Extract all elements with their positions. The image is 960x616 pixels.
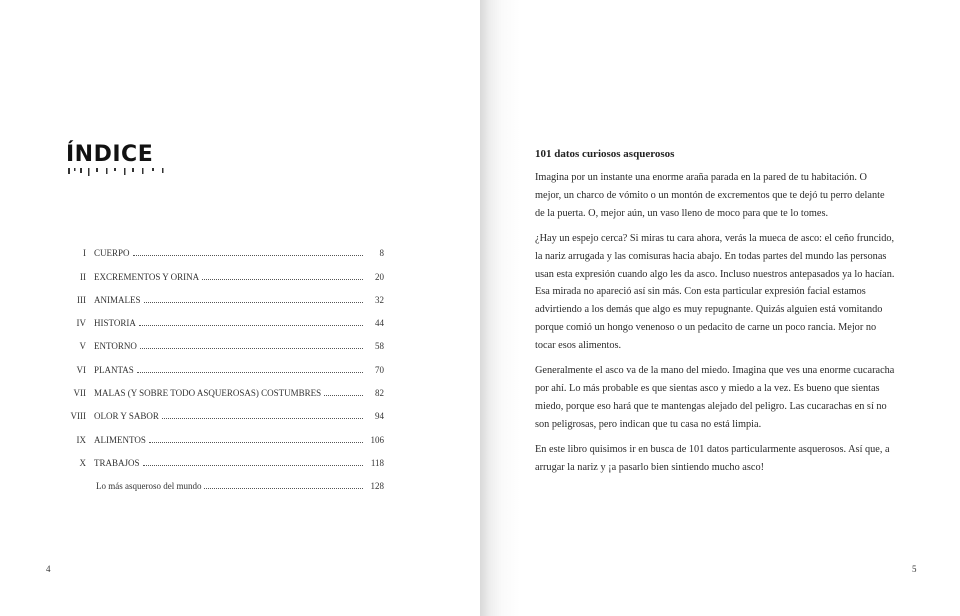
intro-article [535, 148, 895, 484]
toc-chapter-title: OLOR Y SABOR [94, 411, 159, 422]
toc-page-number: 32 [375, 294, 384, 305]
toc-page-number: 8 [379, 248, 384, 259]
toc-chapter-title: EXCREMENTOS Y ORINA [94, 271, 200, 282]
title-drip-decoration [66, 168, 176, 178]
toc-page-number: 20 [375, 271, 384, 282]
toc-page-number: 128 [370, 481, 384, 492]
toc-leader-dots [140, 348, 363, 349]
toc-page-number: 118 [370, 457, 384, 468]
toc-chapter-title: PLANTAS [94, 364, 134, 375]
toc-leader-dots [202, 279, 363, 280]
toc-leader-dots [204, 488, 363, 489]
toc-leader-dots [139, 325, 363, 326]
toc-entry[interactable] [62, 235, 384, 258]
toc-leader-dots [133, 255, 363, 256]
toc-chapter-title: TRABAJOS [94, 457, 140, 468]
toc-entry[interactable] [62, 258, 384, 281]
toc-page-number: 106 [370, 434, 384, 445]
toc-page-number: 94 [375, 411, 384, 422]
right-page-number: 5 [912, 564, 917, 574]
article-paragraph: ¿Hay un espejo cerca? Si miras tu cara ahora, verás la mueca de asco: el ceño fruncido, la nariz arrugada y las comisuras hacia abajo. En todas partes del mundo las personas usan esta expresión cuando algo les da asco. Incluso nuestros antepasados ya lo hacían. Esa mirada no apareció así sin más. Con esta particular expresión facial estamos advirtiendo a los demás que algo es muy repugnante. Quizás alguien está vomitando porque comió un hongo venenoso o un pedacito de carne un poco rancia. Mejor no tocar esos alimentos. [535, 232, 895, 352]
toc-chapter-title: ALIMENTOS [94, 434, 146, 445]
left-page-number: 4 [46, 564, 51, 574]
toc-leader-dots [143, 465, 363, 466]
index-title: ÍNDICE [66, 142, 154, 167]
toc-entry[interactable] [62, 375, 384, 398]
toc-chapter-number: I [83, 248, 86, 259]
toc-entry-extra[interactable] [62, 468, 384, 491]
toc-chapter-number: V [79, 341, 86, 352]
toc-entry[interactable] [62, 351, 384, 374]
toc-leader-dots [137, 372, 363, 373]
table-of-contents [62, 235, 384, 491]
toc-chapter-number: II [80, 271, 86, 282]
toc-chapter-title: HISTORIA [94, 318, 136, 329]
toc-chapter-title: CUERPO [94, 248, 130, 259]
article-paragraph: Imagina por un instante una enorme araña parada en la pared de tu habitación. O mejor, un charco de vómito o un montón de excrementos que te dejó tu perro delante de la puerta. O, mejor aún, un vaso lleno de moco para que te lo tomes. [535, 172, 885, 219]
toc-entry[interactable] [62, 328, 384, 351]
toc-chapter-title: Lo más asqueroso del mundo [96, 481, 202, 492]
toc-chapter-number: VI [76, 364, 86, 375]
toc-chapter-title: MALAS (Y SOBRE TODO ASQUEROSAS) COSTUMBRES [94, 388, 322, 399]
toc-leader-dots [149, 442, 363, 443]
toc-chapter-title: ANIMALES [94, 294, 141, 305]
toc-page-number: 58 [375, 341, 384, 352]
toc-page-number: 44 [375, 318, 384, 329]
toc-chapter-number: VII [73, 388, 86, 399]
toc-chapter-number: IX [76, 434, 86, 445]
toc-chapter-title: ENTORNO [94, 341, 137, 352]
toc-entry[interactable] [62, 398, 384, 421]
toc-leader-dots [162, 418, 363, 419]
toc-entry[interactable] [62, 305, 384, 328]
toc-chapter-number: VIII [70, 411, 86, 422]
article-paragraph: Generalmente el asco va de la mano del miedo. Imagina que ves una enorme cucaracha por ahí. Lo más probable es que sientas asco y miedo a la vez. Es bueno que sientas miedo, porque eso hará que te mantengas alejado del peligro. Las cucarachas en sí no son peligrosas, pero indican que tu casa no está limpia. [535, 365, 895, 430]
toc-page-number: 82 [375, 388, 384, 399]
toc-leader-dots [324, 395, 363, 396]
toc-leader-dots [144, 302, 364, 303]
article-paragraph: En este libro quisimos ir en busca de 101 datos particularmente asquerosos. Así que, a arrugar la nariz y ¡a pasarlo bien sintiendo mucho asco! [535, 443, 890, 473]
article-heading: 101 datos curiosos asquerosos [535, 148, 675, 160]
toc-chapter-number: IV [76, 318, 86, 329]
toc-entry[interactable] [62, 445, 384, 468]
toc-chapter-number: X [79, 457, 86, 468]
toc-entry[interactable] [62, 421, 384, 444]
toc-entry[interactable] [62, 282, 384, 305]
toc-chapter-number: III [77, 294, 86, 305]
toc-page-number: 70 [375, 364, 384, 375]
